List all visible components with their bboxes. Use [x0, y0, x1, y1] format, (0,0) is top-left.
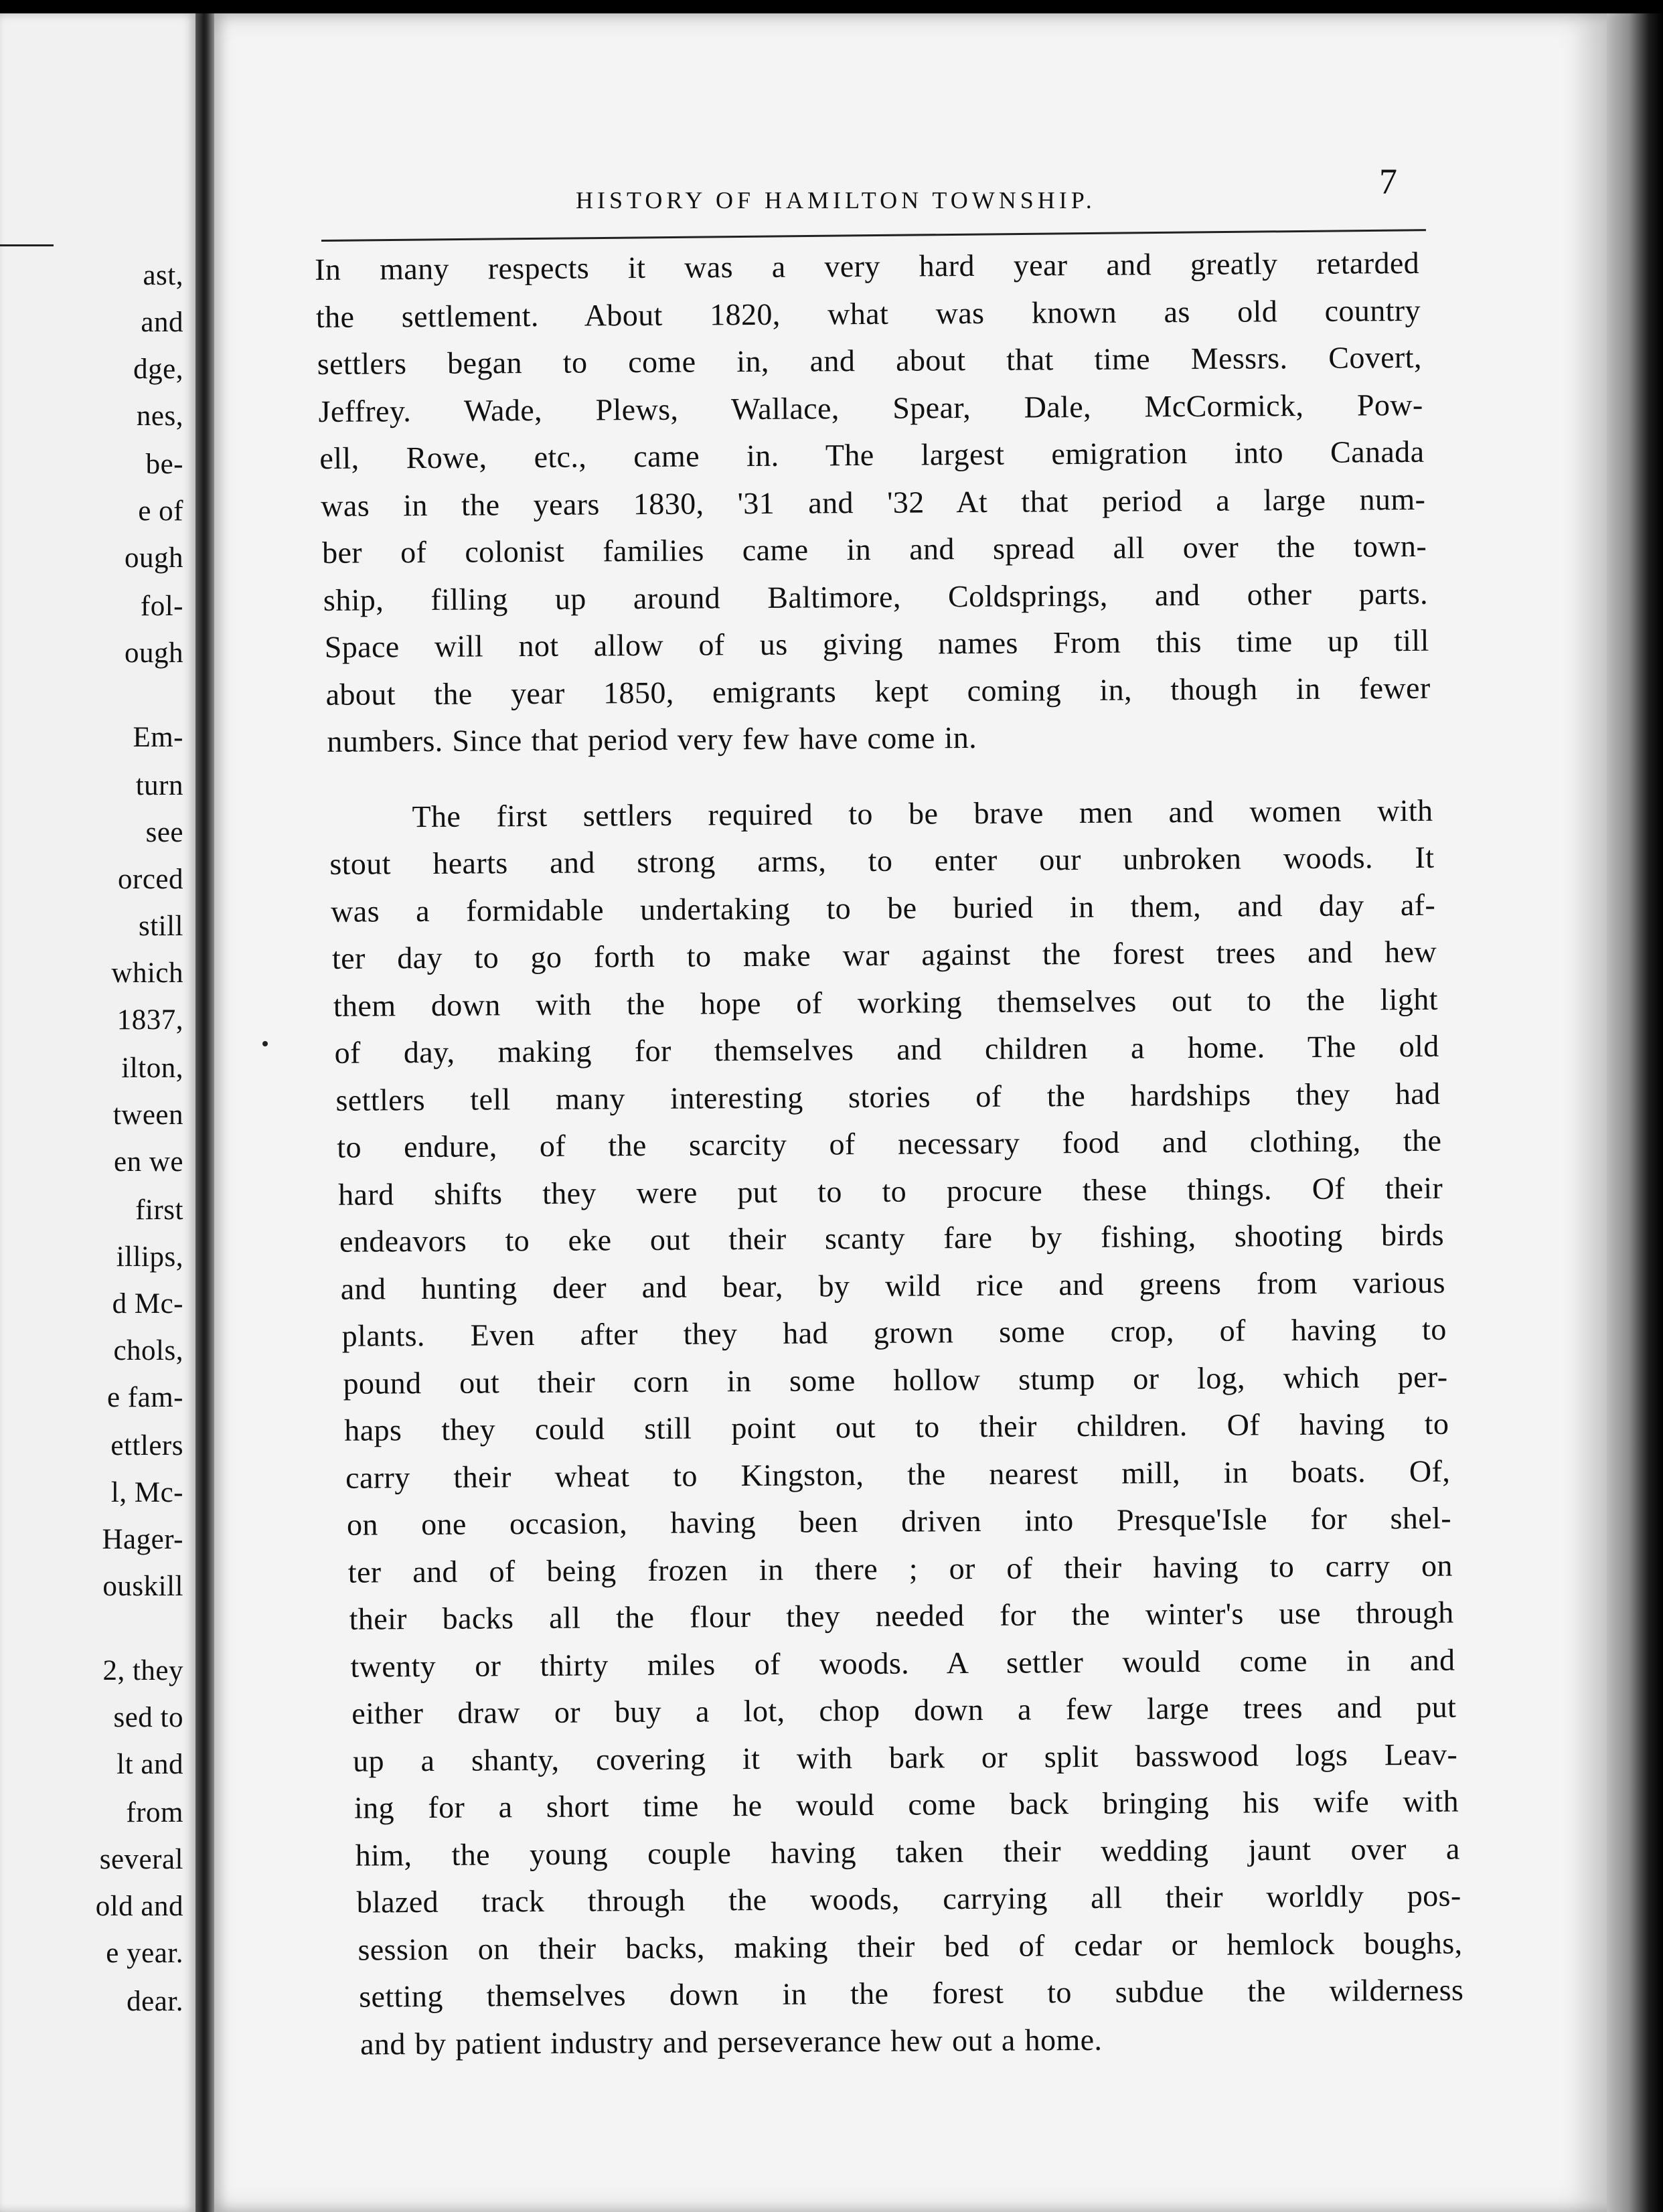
left-margin-fragment: dge, [133, 353, 183, 385]
left-margin-fragment: Hager- [102, 1524, 183, 1555]
left-margin-fragment: see [145, 817, 183, 848]
paragraph-2-line: stout hearts and strong arms, to enter our unbroken woods. It [329, 840, 1435, 881]
paragraph-2-line: ter day to go forth to make war against the forest trees and hew [331, 934, 1437, 975]
paragraph-2-line: was a formidable undertaking to be buried in them, and day af- [331, 887, 1436, 929]
page-edge-shadow [1607, 13, 1663, 2212]
paragraph-1-line: the settlement. About 1820, what was known as old country [315, 293, 1421, 334]
left-margin-fragment: Em- [133, 722, 183, 753]
left-margin-fragment: old and [95, 1891, 183, 1922]
paragraph-1-line: about the year 1850, emigrants kept coming in, though in fewer [325, 670, 1431, 712]
left-margin-fragment: ough [125, 637, 183, 669]
paragraph-2-line: hard shifts they were put to to procure these things. Of their [338, 1170, 1443, 1212]
left-margin-fragment: e of [138, 495, 183, 527]
left-margin-fragment: dear. [127, 1986, 183, 2017]
left-margin-fragment: turn [135, 770, 183, 801]
paragraph-1-line: was in the years 1830, '31 and '32 At that period a large num- [321, 481, 1426, 523]
paragraph-2-line: ter and of being frozen in there ; or of their having to carry on [347, 1548, 1453, 1589]
left-margin-fragment: ast, [143, 260, 183, 291]
left-margin-fragment: ilton, [121, 1052, 183, 1084]
paragraph-1-line: ship, filling up around Baltimore, Coldsprings, and other parts. [323, 576, 1429, 617]
paragraph-2-line: twenty or thirty miles of woods. A settler would come in and [350, 1642, 1455, 1684]
paragraph-2-line: settlers tell many interesting stories of the hardships they had [335, 1076, 1441, 1117]
left-margin-fragment: sed to [113, 1702, 183, 1733]
left-margin-fragment: 2, they [102, 1655, 183, 1686]
page-number: 7 [1379, 161, 1397, 202]
paragraph-2-line: plants. Even after they had grown some crop, of having to [341, 1312, 1447, 1353]
ink-speck [262, 1041, 268, 1046]
left-margin-fragment: and [141, 307, 183, 338]
paragraph-1-line: numbers. Since that period very few have come in. [327, 720, 977, 759]
paragraph-2-line: either draw or buy a lot, chop down a few large trees and put [351, 1689, 1457, 1731]
left-page-text [0, 0, 195, 2212]
paragraph-1-line: In many respects it was a very hard year and greatly retarded [314, 245, 1420, 287]
paragraph-2-line: on one occasion, having been driven into Presque'Isle for shel- [346, 1500, 1452, 1542]
scan-border [0, 0, 1663, 13]
paragraph-2-line: carry their wheat to Kingston, the nearest mill, in boats. Of, [345, 1453, 1451, 1495]
paragraph-1-line: ber of colonist families came in and spread all over the town- [321, 528, 1427, 570]
left-margin-fragment: orced [118, 864, 183, 895]
left-margin-fragment: first [135, 1194, 183, 1226]
paragraph-2-line: session on their backs, making their bed of cedar or hemlock boughs, [358, 1925, 1463, 1967]
paragraph-2-line: up a shanty, covering it with bark or split basswood logs Leav- [352, 1737, 1458, 1778]
left-margin-fragment: ettlers [110, 1430, 183, 1462]
left-margin-fragment: e year. [106, 1938, 183, 1969]
left-margin-fragment: d Mc- [112, 1288, 183, 1320]
paragraph-2-line: and hunting deer and bear, by wild rice and greens from various [340, 1265, 1445, 1306]
paragraph-2-line: to endure, of the scarcity of necessary food and clothing, the [337, 1123, 1442, 1164]
paragraph-2-line: ing for a short time he would come back bringing his wife with [353, 1784, 1459, 1825]
paragraph-2-line: haps they could still point out to their children. Of having to [344, 1406, 1449, 1447]
left-margin-fragment: illips, [116, 1241, 183, 1273]
left-margin-fragment: 1837, [116, 1004, 183, 1036]
paragraph-2-line: setting themselves down in the forest to subdue the wilderness [359, 1972, 1464, 2014]
running-title: HISTORY OF HAMILTON TOWNSHIP. [576, 187, 1096, 214]
left-margin-fragment: l, Mc- [110, 1477, 183, 1508]
paragraph-2-line: their backs all the flour they needed for the winter's use through [349, 1595, 1454, 1636]
left-margin-fragment: e fam- [106, 1382, 183, 1413]
paragraph-1-line: Space will not allow of us giving names From this time up till [324, 623, 1429, 664]
paragraph-2-line: them down with the hope of working themselves out to the light [333, 981, 1438, 1023]
paragraph-2-line: endeavors to eke out their scanty fare by fishing, shooting birds [339, 1217, 1445, 1259]
left-margin-fragment: lt and [116, 1749, 183, 1780]
left-margin-fragment: still [138, 911, 183, 942]
left-margin-fragment: fol- [140, 590, 183, 622]
paragraph-1-line: settlers began to come in, and about that time Messrs. Covert, [317, 339, 1422, 381]
left-margin-fragment: be- [145, 449, 183, 480]
paragraph-1-line: Jeffrey. Wade, Plews, Wallace, Spear, Dale, McCormick, Pow- [318, 387, 1423, 428]
left-margin-fragment: nes, [136, 400, 183, 432]
left-margin-fragment: en we [114, 1146, 183, 1178]
left-margin-fragment: ough [125, 542, 183, 574]
left-margin-fragment: from [126, 1797, 183, 1828]
paragraph-2-line: pound out their corn in some hollow stump or log, which per- [343, 1359, 1448, 1401]
book-gutter [195, 13, 214, 2212]
left-margin-fragment: chols, [113, 1335, 183, 1366]
paragraph-1-line: ell, Rowe, etc., came in. The largest emigration into Canada [319, 434, 1425, 475]
paragraph-2-line: blazed track through the woods, carrying all their worldly pos- [356, 1878, 1461, 1919]
left-margin-fragment: several [99, 1844, 183, 1875]
left-margin-fragment: tween [112, 1099, 183, 1131]
left-margin-fragment: ouskill [102, 1571, 183, 1602]
paragraph-2-line: The first settlers required to be brave men and women with [412, 793, 1433, 834]
left-margin-fragment: which [111, 957, 183, 989]
paragraph-2-line: of day, making for themselves and children a home. The old [334, 1028, 1439, 1070]
paragraph-2-line: him, the young couple having taken their wedding jaunt over a [355, 1831, 1460, 1873]
paragraph-2-line: and by patient industry and perseverance hew out a home. [360, 2022, 1103, 2061]
